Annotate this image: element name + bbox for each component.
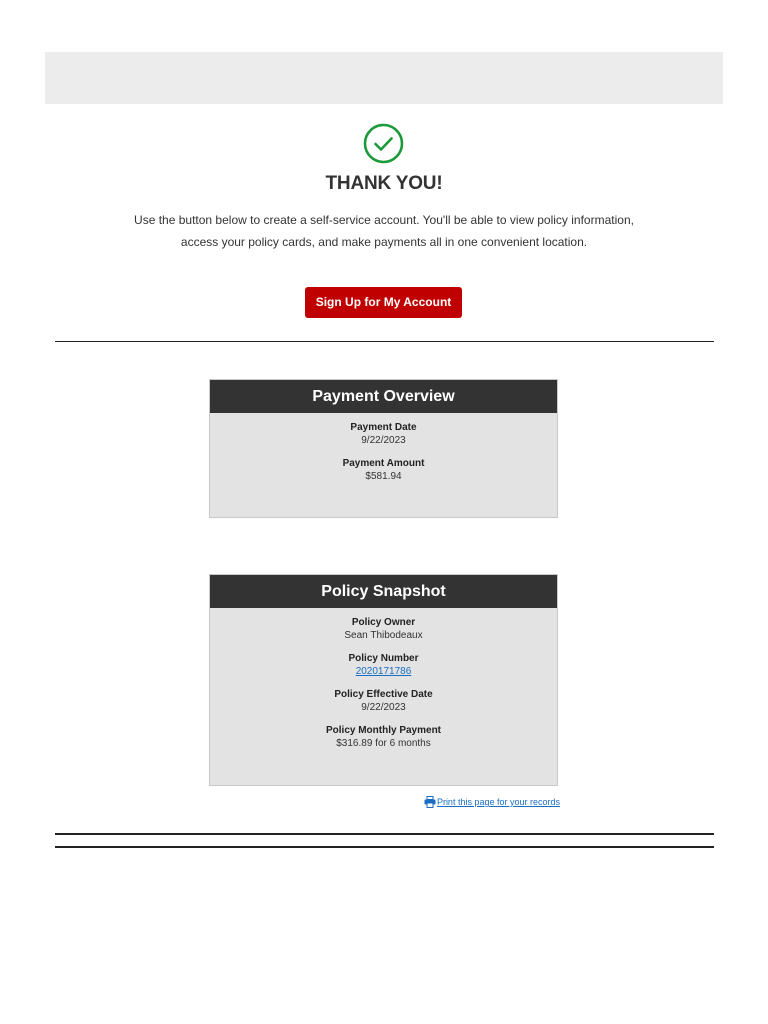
- payment-date-value: 9/22/2023: [361, 435, 406, 446]
- policy-number-link[interactable]: 2020171786: [355, 666, 412, 677]
- policy-effective-date-value: 9/22/2023: [361, 702, 406, 713]
- footer-divider-bottom: [55, 846, 714, 848]
- divider: [55, 341, 714, 342]
- check-circle-icon: [363, 123, 404, 164]
- payment-overview-card: [209, 379, 558, 518]
- intro-line-1: Use the button below to create a self-service account. You'll be able to view policy information,: [134, 213, 634, 227]
- policy-snapshot-title: Policy Snapshot: [210, 575, 557, 608]
- payment-date-label: Payment Date: [350, 422, 417, 433]
- policy-snapshot-body: [210, 608, 557, 750]
- payment-overview-title: Payment Overview: [210, 380, 557, 413]
- payment-overview-body: [210, 413, 557, 483]
- intro-text: [110, 209, 658, 253]
- policy-effective-date-label: Policy Effective Date: [334, 689, 433, 700]
- printer-icon: [424, 796, 436, 808]
- policy-monthly-payment-value: $316.89 for 6 months: [336, 738, 431, 749]
- payment-amount-value: $581.94: [365, 471, 402, 482]
- policy-owner-label: Policy Owner: [351, 617, 416, 628]
- page-title: THANK YOU!: [325, 173, 443, 194]
- policy-number-label: Policy Number: [348, 653, 419, 664]
- header-banner: [45, 52, 723, 104]
- print-link-label[interactable]: Print this page for your records: [436, 797, 560, 807]
- footer-divider-top: [55, 833, 714, 835]
- sign-up-button[interactable]: Sign Up for My Account: [305, 287, 462, 318]
- intro-line-2: access your policy cards, and make payments all in one convenient location.: [180, 235, 588, 249]
- policy-owner-value: Sean Thibodeaux: [344, 630, 423, 641]
- print-page-link[interactable]: [420, 795, 560, 809]
- policy-snapshot-card: [209, 574, 558, 786]
- policy-monthly-payment-label: Policy Monthly Payment: [325, 725, 442, 736]
- payment-amount-label: Payment Amount: [342, 458, 425, 469]
